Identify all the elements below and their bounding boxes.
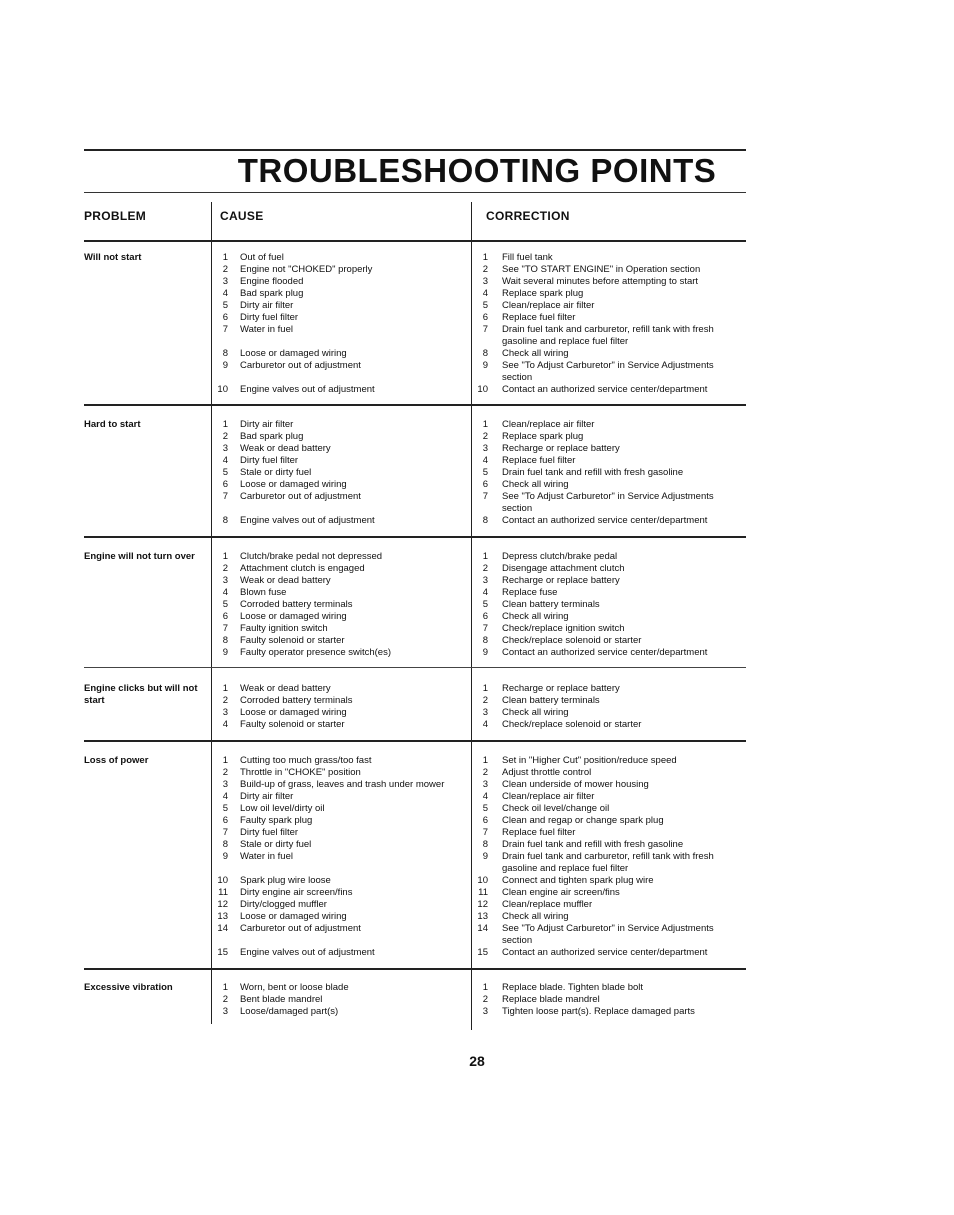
- cause-item: Water in fuel: [240, 324, 293, 335]
- correction-item-continued: gasoline and replace fuel filter: [502, 336, 629, 347]
- cause-number: 1: [222, 982, 228, 993]
- correction-number: 5: [482, 300, 488, 311]
- title-rule: [84, 192, 746, 193]
- correction-number: 2: [482, 431, 488, 442]
- correction-number: 2: [482, 994, 488, 1005]
- correction-item: Contact an authorized service center/department: [502, 384, 708, 395]
- correction-item: Adjust throttle control: [502, 767, 592, 778]
- section-rule: [84, 404, 746, 406]
- cause-item: Corroded battery terminals: [240, 695, 353, 706]
- cause-number: 7: [222, 623, 228, 634]
- cause-item: Faulty solenoid or starter: [240, 719, 345, 730]
- header-correction: CORRECTION: [486, 209, 570, 223]
- correction-item: Replace spark plug: [502, 288, 584, 299]
- cause-number: 6: [222, 312, 228, 323]
- cause-number: 12: [217, 899, 228, 910]
- correction-item: Replace spark plug: [502, 431, 584, 442]
- cause-item: Clutch/brake pedal not depressed: [240, 551, 383, 562]
- cause-number: 4: [222, 455, 228, 466]
- correction-item: Clean/replace air filter: [502, 419, 595, 430]
- cause-item: Out of fuel: [240, 252, 284, 263]
- correction-item: Clean underside of mower housing: [502, 779, 649, 790]
- cause-number: 8: [222, 635, 228, 646]
- correction-item: Replace fuse: [502, 587, 558, 598]
- cause-item: Cutting too much grass/too fast: [240, 755, 372, 766]
- header-cause: CAUSE: [220, 209, 264, 223]
- correction-item: Clean engine air screen/fins: [502, 887, 620, 898]
- correction-item: Contact an authorized service center/department: [502, 647, 708, 658]
- problem-label: Excessive vibration: [84, 982, 173, 993]
- correction-item: Replace fuel filter: [502, 312, 576, 323]
- correction-item: Recharge or replace battery: [502, 575, 620, 586]
- correction-number: 7: [482, 491, 488, 502]
- cause-number: 2: [222, 563, 228, 574]
- correction-item-continued: gasoline and replace fuel filter: [502, 863, 629, 874]
- cause-number: 5: [222, 467, 228, 478]
- problem-label: Engine will not turn over: [84, 551, 195, 562]
- correction-item: Set in "Higher Cut" position/reduce speed: [502, 755, 677, 766]
- correction-number: 1: [482, 419, 488, 430]
- cause-number: 14: [217, 923, 228, 934]
- correction-item: Replace blade. Tighten blade bolt: [502, 982, 644, 993]
- cause-item: Worn, bent or loose blade: [240, 982, 349, 993]
- cause-number: 1: [222, 551, 228, 562]
- cause-number: 6: [222, 815, 228, 826]
- correction-number: 3: [482, 707, 488, 718]
- correction-number: 10: [477, 384, 488, 395]
- correction-number: 14: [477, 923, 488, 934]
- cause-item: Water in fuel: [240, 851, 293, 862]
- correction-item: Fill fuel tank: [502, 252, 553, 263]
- cause-item: Loose or damaged wiring: [240, 707, 347, 718]
- cause-item: Loose or damaged wiring: [240, 479, 347, 490]
- correction-item: Clean battery terminals: [502, 695, 600, 706]
- correction-number: 3: [482, 575, 488, 586]
- page-number: 28: [469, 1053, 485, 1069]
- correction-number: 8: [482, 839, 488, 850]
- cause-number: 4: [222, 587, 228, 598]
- correction-item: Check all wiring: [502, 479, 569, 490]
- correction-number: 5: [482, 803, 488, 814]
- correction-item: Replace blade mandrel: [502, 994, 600, 1005]
- correction-number: 4: [482, 791, 488, 802]
- cause-item: Dirty air filter: [240, 300, 294, 311]
- cause-item: Carburetor out of adjustment: [240, 923, 361, 934]
- correction-number: 10: [477, 875, 488, 886]
- cause-number: 8: [222, 839, 228, 850]
- section-rule: [84, 740, 746, 742]
- cause-number: 4: [222, 719, 228, 730]
- cause-number: 9: [222, 360, 228, 371]
- correction-item: Check all wiring: [502, 348, 569, 359]
- cause-item: Bad spark plug: [240, 288, 304, 299]
- correction-item: Depress clutch/brake pedal: [502, 551, 618, 562]
- correction-number: 8: [482, 348, 488, 359]
- cause-number: 8: [222, 348, 228, 359]
- cause-item: Engine valves out of adjustment: [240, 947, 375, 958]
- correction-number: 8: [482, 515, 488, 526]
- correction-number: 1: [482, 683, 488, 694]
- cause-item: Dirty fuel filter: [240, 827, 299, 838]
- cause-number: 3: [222, 707, 228, 718]
- correction-number: 9: [482, 360, 488, 371]
- correction-item: Drain fuel tank and carburetor, refill tank with fresh: [502, 851, 714, 862]
- cause-item: Blown fuse: [240, 587, 287, 598]
- correction-number: 9: [482, 851, 488, 862]
- correction-number: 6: [482, 479, 488, 490]
- cause-number: 5: [222, 599, 228, 610]
- correction-number: 4: [482, 719, 488, 730]
- cause-number: 3: [222, 276, 228, 287]
- cause-item: Dirty air filter: [240, 419, 294, 430]
- correction-number: 2: [482, 264, 488, 275]
- cause-number: 1: [222, 252, 228, 263]
- problem-label: Loss of power: [84, 755, 149, 766]
- cause-item: Engine not "CHOKED" properly: [240, 264, 373, 275]
- cause-number: 10: [217, 384, 228, 395]
- cause-item: Dirty fuel filter: [240, 455, 299, 466]
- cause-item: Dirty fuel filter: [240, 312, 299, 323]
- correction-number: 11: [478, 887, 488, 898]
- cause-number: 3: [222, 443, 228, 454]
- cause-item: Faulty operator presence switch(es): [240, 647, 392, 658]
- problem-label: Hard to start: [84, 419, 141, 430]
- cause-item: Loose or damaged wiring: [240, 911, 347, 922]
- correction-item: Connect and tighten spark plug wire: [502, 875, 654, 886]
- cause-item: Faulty ignition switch: [240, 623, 328, 634]
- cause-item: Corroded battery terminals: [240, 599, 353, 610]
- correction-number: 3: [482, 443, 488, 454]
- correction-item: See "To Adjust Carburetor" in Service Adjustments: [502, 491, 714, 502]
- cause-item: Attachment clutch is engaged: [240, 563, 365, 574]
- correction-number: 12: [477, 899, 488, 910]
- correction-item: Tighten loose part(s). Replace damaged parts: [502, 1006, 695, 1017]
- correction-number: 4: [482, 455, 488, 466]
- cause-item: Faulty solenoid or starter: [240, 635, 345, 646]
- header-problem: PROBLEM: [84, 209, 147, 223]
- cause-item: Low oil level/dirty oil: [240, 803, 325, 814]
- cause-number: 9: [222, 851, 228, 862]
- cause-item: Engine flooded: [240, 276, 304, 287]
- correction-number: 5: [482, 599, 488, 610]
- cause-item: Build-up of grass, leaves and trash under mower: [240, 779, 445, 790]
- cause-item: Faulty spark plug: [240, 815, 313, 826]
- cause-item: Carburetor out of adjustment: [240, 360, 361, 371]
- correction-number: 8: [482, 635, 488, 646]
- correction-number: 3: [482, 276, 488, 287]
- cause-item: Stale or dirty fuel: [240, 839, 312, 850]
- section-rule: [84, 667, 746, 668]
- cause-number: 5: [222, 300, 228, 311]
- cause-number: 2: [222, 994, 228, 1005]
- correction-item: Contact an authorized service center/department: [502, 947, 708, 958]
- cause-item: Dirty engine air screen/fins: [240, 887, 353, 898]
- cause-number: 15: [217, 947, 228, 958]
- correction-item: Disengage attachment clutch: [502, 563, 625, 574]
- correction-item: Check/replace solenoid or starter: [502, 719, 642, 730]
- correction-number: 1: [482, 755, 488, 766]
- cause-number: 3: [222, 779, 228, 790]
- correction-number: 3: [482, 1006, 488, 1017]
- correction-item: Clean/replace air filter: [502, 300, 595, 311]
- correction-number: 3: [482, 779, 488, 790]
- correction-item: See "To Adjust Carburetor" in Service Adjustments: [502, 923, 714, 934]
- correction-item: Drain fuel tank and refill with fresh gasoline: [502, 467, 684, 478]
- cause-item: Throttle in "CHOKE" position: [240, 767, 361, 778]
- cause-item: Dirty air filter: [240, 791, 294, 802]
- cause-number: 7: [222, 491, 228, 502]
- cause-item: Bad spark plug: [240, 431, 304, 442]
- cause-number: 13: [217, 911, 228, 922]
- cause-number: 4: [222, 288, 228, 299]
- correction-item: Clean and regap or change spark plug: [502, 815, 664, 826]
- section-rule: [84, 536, 746, 538]
- cause-number: 2: [222, 431, 228, 442]
- correction-item: Clean battery terminals: [502, 599, 600, 610]
- cause-item: Weak or dead battery: [240, 575, 331, 586]
- problem-label: Engine clicks but will not start: [84, 683, 198, 706]
- correction-number: 2: [482, 695, 488, 706]
- correction-item: Replace fuel filter: [502, 827, 576, 838]
- correction-number: 7: [482, 623, 488, 634]
- page-title: TROUBLESHOOTING POINTS: [237, 152, 717, 189]
- correction-item: Wait several minutes before attempting to start: [502, 276, 699, 287]
- correction-number: 2: [482, 767, 488, 778]
- correction-item: Check all wiring: [502, 707, 569, 718]
- cause-number: 1: [222, 683, 228, 694]
- correction-item: See "TO START ENGINE" in Operation section: [502, 264, 701, 275]
- correction-number: 2: [482, 563, 488, 574]
- cause-item: Stale or dirty fuel: [240, 467, 312, 478]
- cause-number: 6: [222, 611, 228, 622]
- header-rule: [84, 240, 746, 242]
- correction-item: Clean/replace muffler: [502, 899, 593, 910]
- cause-item: Engine valves out of adjustment: [240, 515, 375, 526]
- cause-item: Engine valves out of adjustment: [240, 384, 375, 395]
- cause-number: 11: [218, 887, 228, 898]
- correction-number: 1: [482, 982, 488, 993]
- cause-item: Weak or dead battery: [240, 683, 331, 694]
- correction-number: 6: [482, 312, 488, 323]
- correction-item: Check all wiring: [502, 911, 569, 922]
- cause-number: 3: [222, 1006, 228, 1017]
- correction-item: Check/replace solenoid or starter: [502, 635, 642, 646]
- section-rule: [84, 968, 746, 970]
- cause-item: Loose or damaged wiring: [240, 611, 347, 622]
- correction-item: Check/replace ignition switch: [502, 623, 625, 634]
- cause-item: Loose or damaged wiring: [240, 348, 347, 359]
- cause-number: 6: [222, 479, 228, 490]
- correction-item: Clean/replace air filter: [502, 791, 595, 802]
- cause-item: Loose/damaged part(s): [240, 1006, 339, 1017]
- cause-item: Spark plug wire loose: [240, 875, 331, 886]
- correction-item-continued: section: [502, 935, 533, 946]
- cause-item: Weak or dead battery: [240, 443, 331, 454]
- cause-item: Carburetor out of adjustment: [240, 491, 361, 502]
- correction-item-continued: section: [502, 372, 533, 383]
- cause-item: Bent blade mandrel: [240, 994, 323, 1005]
- cause-number: 10: [217, 875, 228, 886]
- cause-number: 8: [222, 515, 228, 526]
- correction-number: 4: [482, 587, 488, 598]
- correction-number: 13: [477, 911, 488, 922]
- top-rule: [84, 149, 746, 151]
- correction-number: 6: [482, 611, 488, 622]
- cause-number: 4: [222, 791, 228, 802]
- cause-number: 2: [222, 695, 228, 706]
- cause-item: Dirty/clogged muffler: [240, 899, 327, 910]
- correction-item: Drain fuel tank and carburetor, refill tank with fresh: [502, 324, 714, 335]
- cause-number: 5: [222, 803, 228, 814]
- correction-number: 6: [482, 815, 488, 826]
- correction-item: Check oil level/change oil: [502, 803, 610, 814]
- correction-number: 7: [482, 324, 488, 335]
- correction-item-continued: section: [502, 503, 533, 514]
- correction-item: Check all wiring: [502, 611, 569, 622]
- correction-number: 1: [482, 252, 488, 263]
- cause-number: 2: [222, 264, 228, 275]
- correction-item: See "To Adjust Carburetor" in Service Adjustments: [502, 360, 714, 371]
- correction-item: Drain fuel tank and refill with fresh gasoline: [502, 839, 684, 850]
- problem-label: Will not start: [84, 252, 142, 263]
- cause-number: 1: [222, 419, 228, 430]
- cause-number: 7: [222, 827, 228, 838]
- correction-number: 4: [482, 288, 488, 299]
- correction-number: 15: [477, 947, 488, 958]
- correction-item: Contact an authorized service center/department: [502, 515, 708, 526]
- correction-number: 5: [482, 467, 488, 478]
- correction-number: 7: [482, 827, 488, 838]
- correction-number: 9: [482, 647, 488, 658]
- cause-number: 3: [222, 575, 228, 586]
- cause-number: 9: [222, 647, 228, 658]
- correction-item: Recharge or replace battery: [502, 443, 620, 454]
- correction-item: Recharge or replace battery: [502, 683, 620, 694]
- correction-item: Replace fuel filter: [502, 455, 576, 466]
- cause-number: 7: [222, 324, 228, 335]
- correction-number: 1: [482, 551, 488, 562]
- cause-number: 2: [222, 767, 228, 778]
- cause-number: 1: [222, 755, 228, 766]
